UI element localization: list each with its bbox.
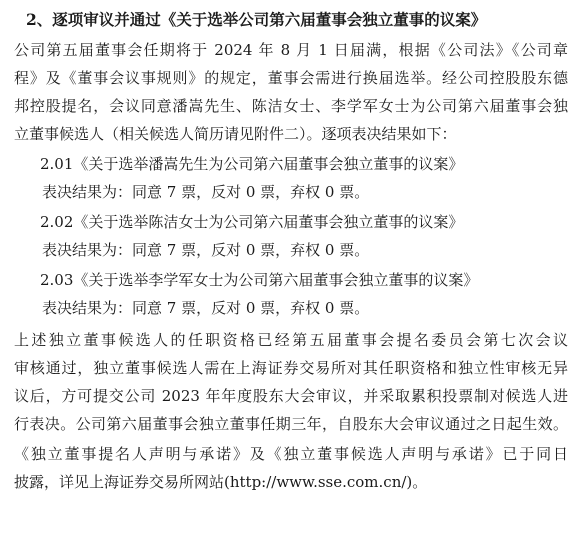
review-line-1: 上述独立董事候选人的任职资格已经第五届董事会提名委员会第七次会议 [14, 331, 568, 349]
item-title-3: 2.03《关于选举李学军女士为公司第六届董事会独立董事的议案》 [40, 271, 479, 289]
item-result-1: 表决结果为：同意 7 票，反对 0 票，弃权 0 票。 [42, 183, 370, 201]
intro-line-3: 邦控股提名，会议同意潘嵩先生、陈洁女士、李学军女士为公司第六届董事会独 [14, 97, 568, 115]
intro-line-2: 程》及《董事会议事规则》的规定，董事会需进行换届选举。经公司控股股东德 [14, 69, 568, 87]
item-result-2: 表决结果为：同意 7 票，反对 0 票，弃权 0 票。 [42, 241, 370, 259]
intro-line-4: 立董事候选人（相关候选人简历请见附件二）。逐项表决结果如下： [14, 125, 457, 143]
disclosure-line-2: 披露，详见上海证券交易所网站(http://www.sse.com.cn/)。 [14, 473, 428, 491]
section-heading: 2、逐项审议并通过《关于选举公司第六届董事会独立董事的议案》 [26, 10, 487, 29]
item-title-1: 2.01《关于选举潘嵩先生为公司第六届董事会独立董事的议案》 [40, 155, 464, 173]
item-title-2: 2.02《关于选举陈洁女士为公司第六届董事会独立董事的议案》 [40, 213, 464, 231]
review-line-4: 行表决。公司第六届董事会独立董事任期三年，自股东大会审议通过之日起生效。 [14, 415, 568, 433]
intro-line-1: 公司第五届董事会任期将于 2024 年 8 月 1 日届满，根据《公司法》《公司章 [14, 41, 568, 59]
disclosure-line-1: 《独立董事提名人声明与承诺》及《独立董事候选人声明与承诺》已于同日 [14, 445, 568, 463]
review-line-3: 议后，方可提交公司 2023 年年度股东大会审议，并采取累积投票制对候选人进 [14, 387, 568, 405]
item-result-3: 表决结果为：同意 7 票，反对 0 票，弃权 0 票。 [42, 299, 370, 317]
review-line-2: 审核通过，独立董事候选人需在上海证券交易所对其任职资格和独立性审核无异 [14, 359, 568, 377]
